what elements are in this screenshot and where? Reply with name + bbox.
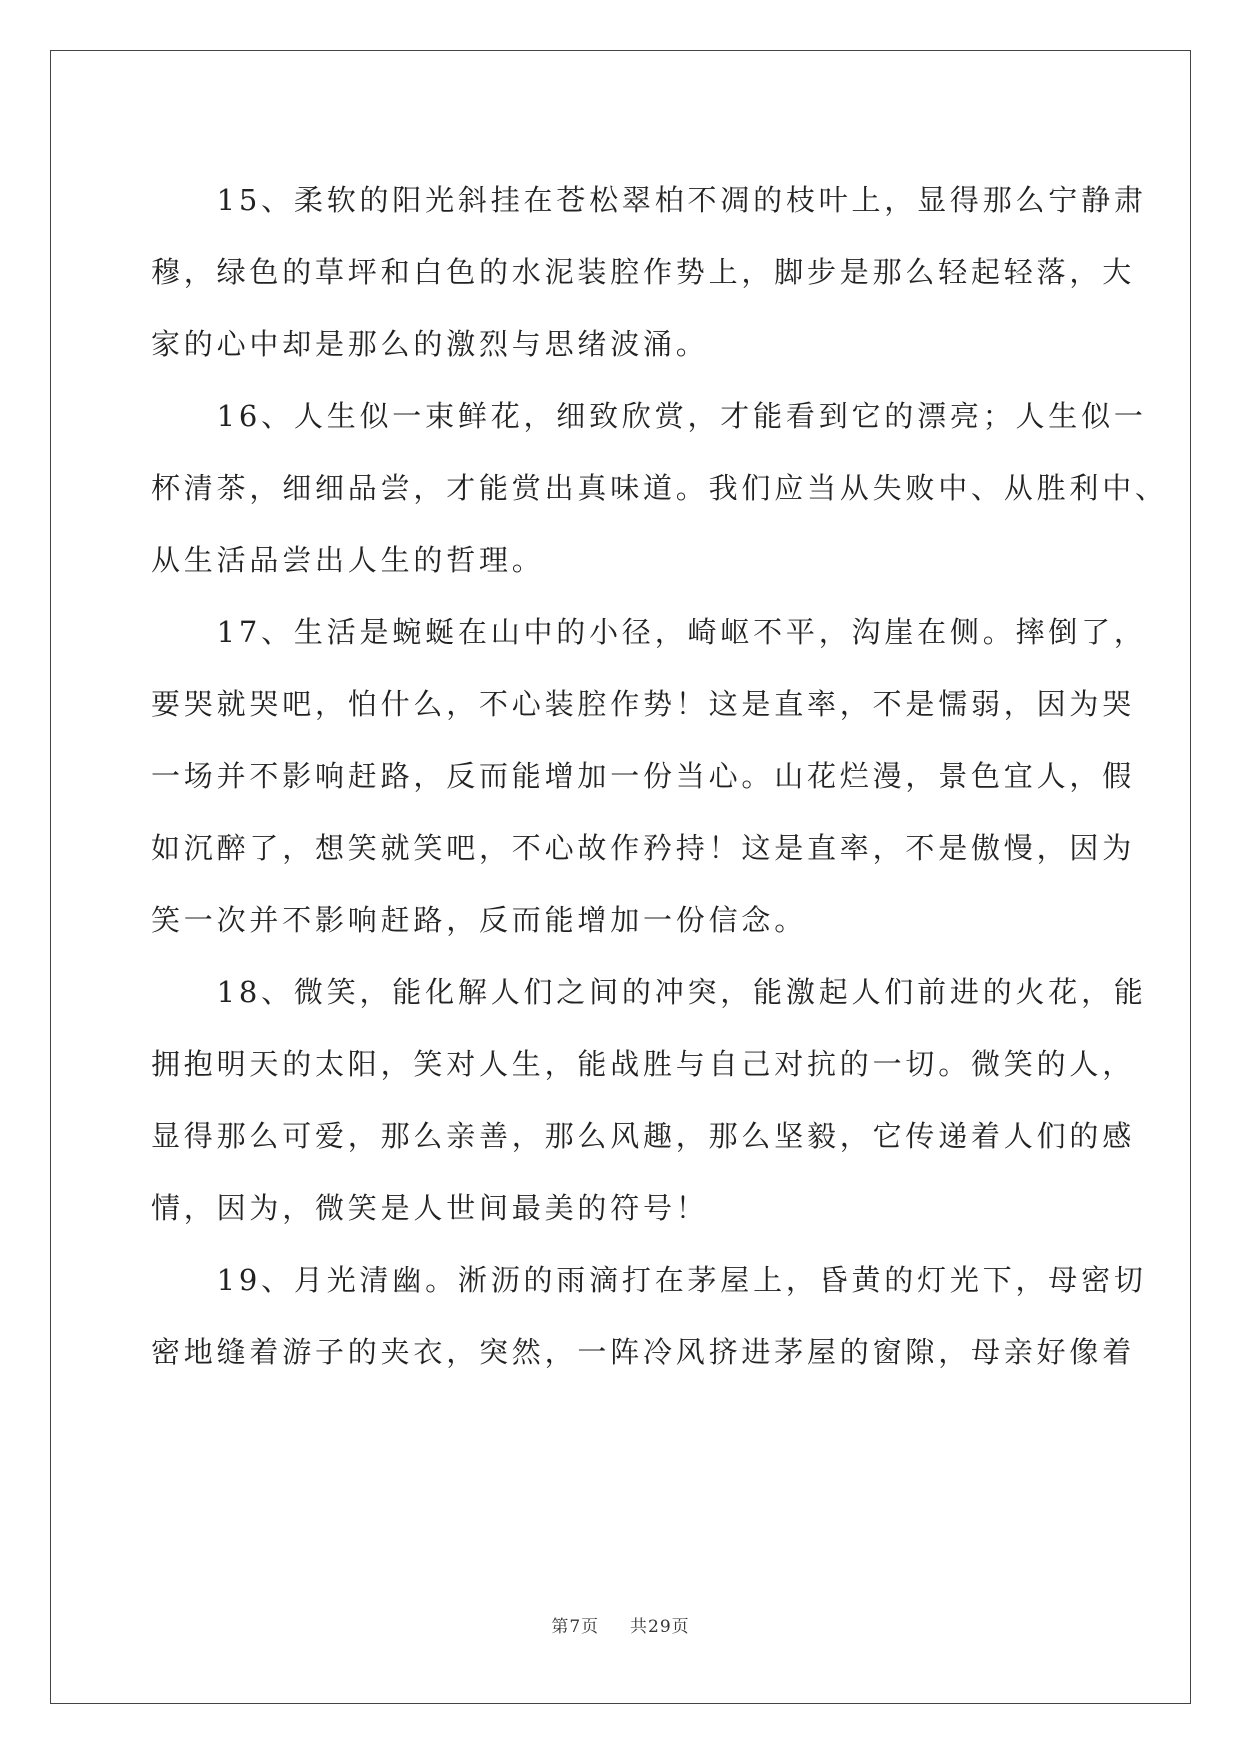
text-line: 密地缝着游子的夹衣，突然，一阵冷风挤进茅屋的窗隙，母亲好像着 [151, 1335, 1136, 1369]
text-line: 要哭就哭吧，怕什么，不心装腔作势！这是直率，不是懦弱，因为哭 [151, 687, 1136, 721]
text-line: 16、人生似一束鲜花，细致欣赏，才能看到它的漂亮；人生似一 [151, 399, 1147, 433]
text-line: 显得那么可爱，那么亲善，那么风趣，那么坚毅，它传递着人们的感 [151, 1119, 1136, 1153]
text-line: 如沉醉了，想笑就笑吧，不心故作矜持！这是直率，不是傲慢，因为 [151, 831, 1136, 865]
text-line: 家的心中却是那么的激烈与思绪波涌。 [151, 327, 709, 361]
text-line: 从生活品尝出人生的哲理。 [151, 543, 545, 577]
text-line: 19、月光清幽。淅沥的雨滴打在茅屋上，昏黄的灯光下，母密切 [151, 1263, 1147, 1297]
text-line: 杯清茶，细细品尝，才能赏出真味道。我们应当从失败中、从胜利中、 [151, 471, 1168, 505]
text-line: 情，因为，微笑是人世间最美的符号！ [151, 1191, 709, 1225]
page-number: 第7页 [551, 1617, 600, 1637]
text-line: 穆，绿色的草坪和白色的水泥装腔作势上，脚步是那么轻起轻落，大 [151, 255, 1136, 289]
page-footer [0, 1612, 1241, 1637]
text-line: 拥抱明天的太阳，笑对人生，能战胜与自己对抗的一切。微笑的人， [151, 1047, 1136, 1081]
text-line: 15、柔软的阳光斜挂在苍松翠柏不凋的枝叶上，显得那么宁静肃 [151, 183, 1147, 217]
text-line: 一场并不影响赶路，反而能增加一份当心。山花烂漫，景色宜人，假 [151, 759, 1136, 793]
total-pages: 共29页 [630, 1617, 690, 1637]
document-body [151, 164, 1168, 1388]
text-line: 18、微笑，能化解人们之间的冲突，能激起人们前进的火花，能 [151, 975, 1147, 1009]
text-line: 17、生活是蜿蜒在山中的小径，崎岖不平，沟崖在侧。摔倒了， [151, 615, 1147, 649]
text-line: 笑一次并不影响赶路，反而能增加一份信念。 [151, 903, 808, 937]
